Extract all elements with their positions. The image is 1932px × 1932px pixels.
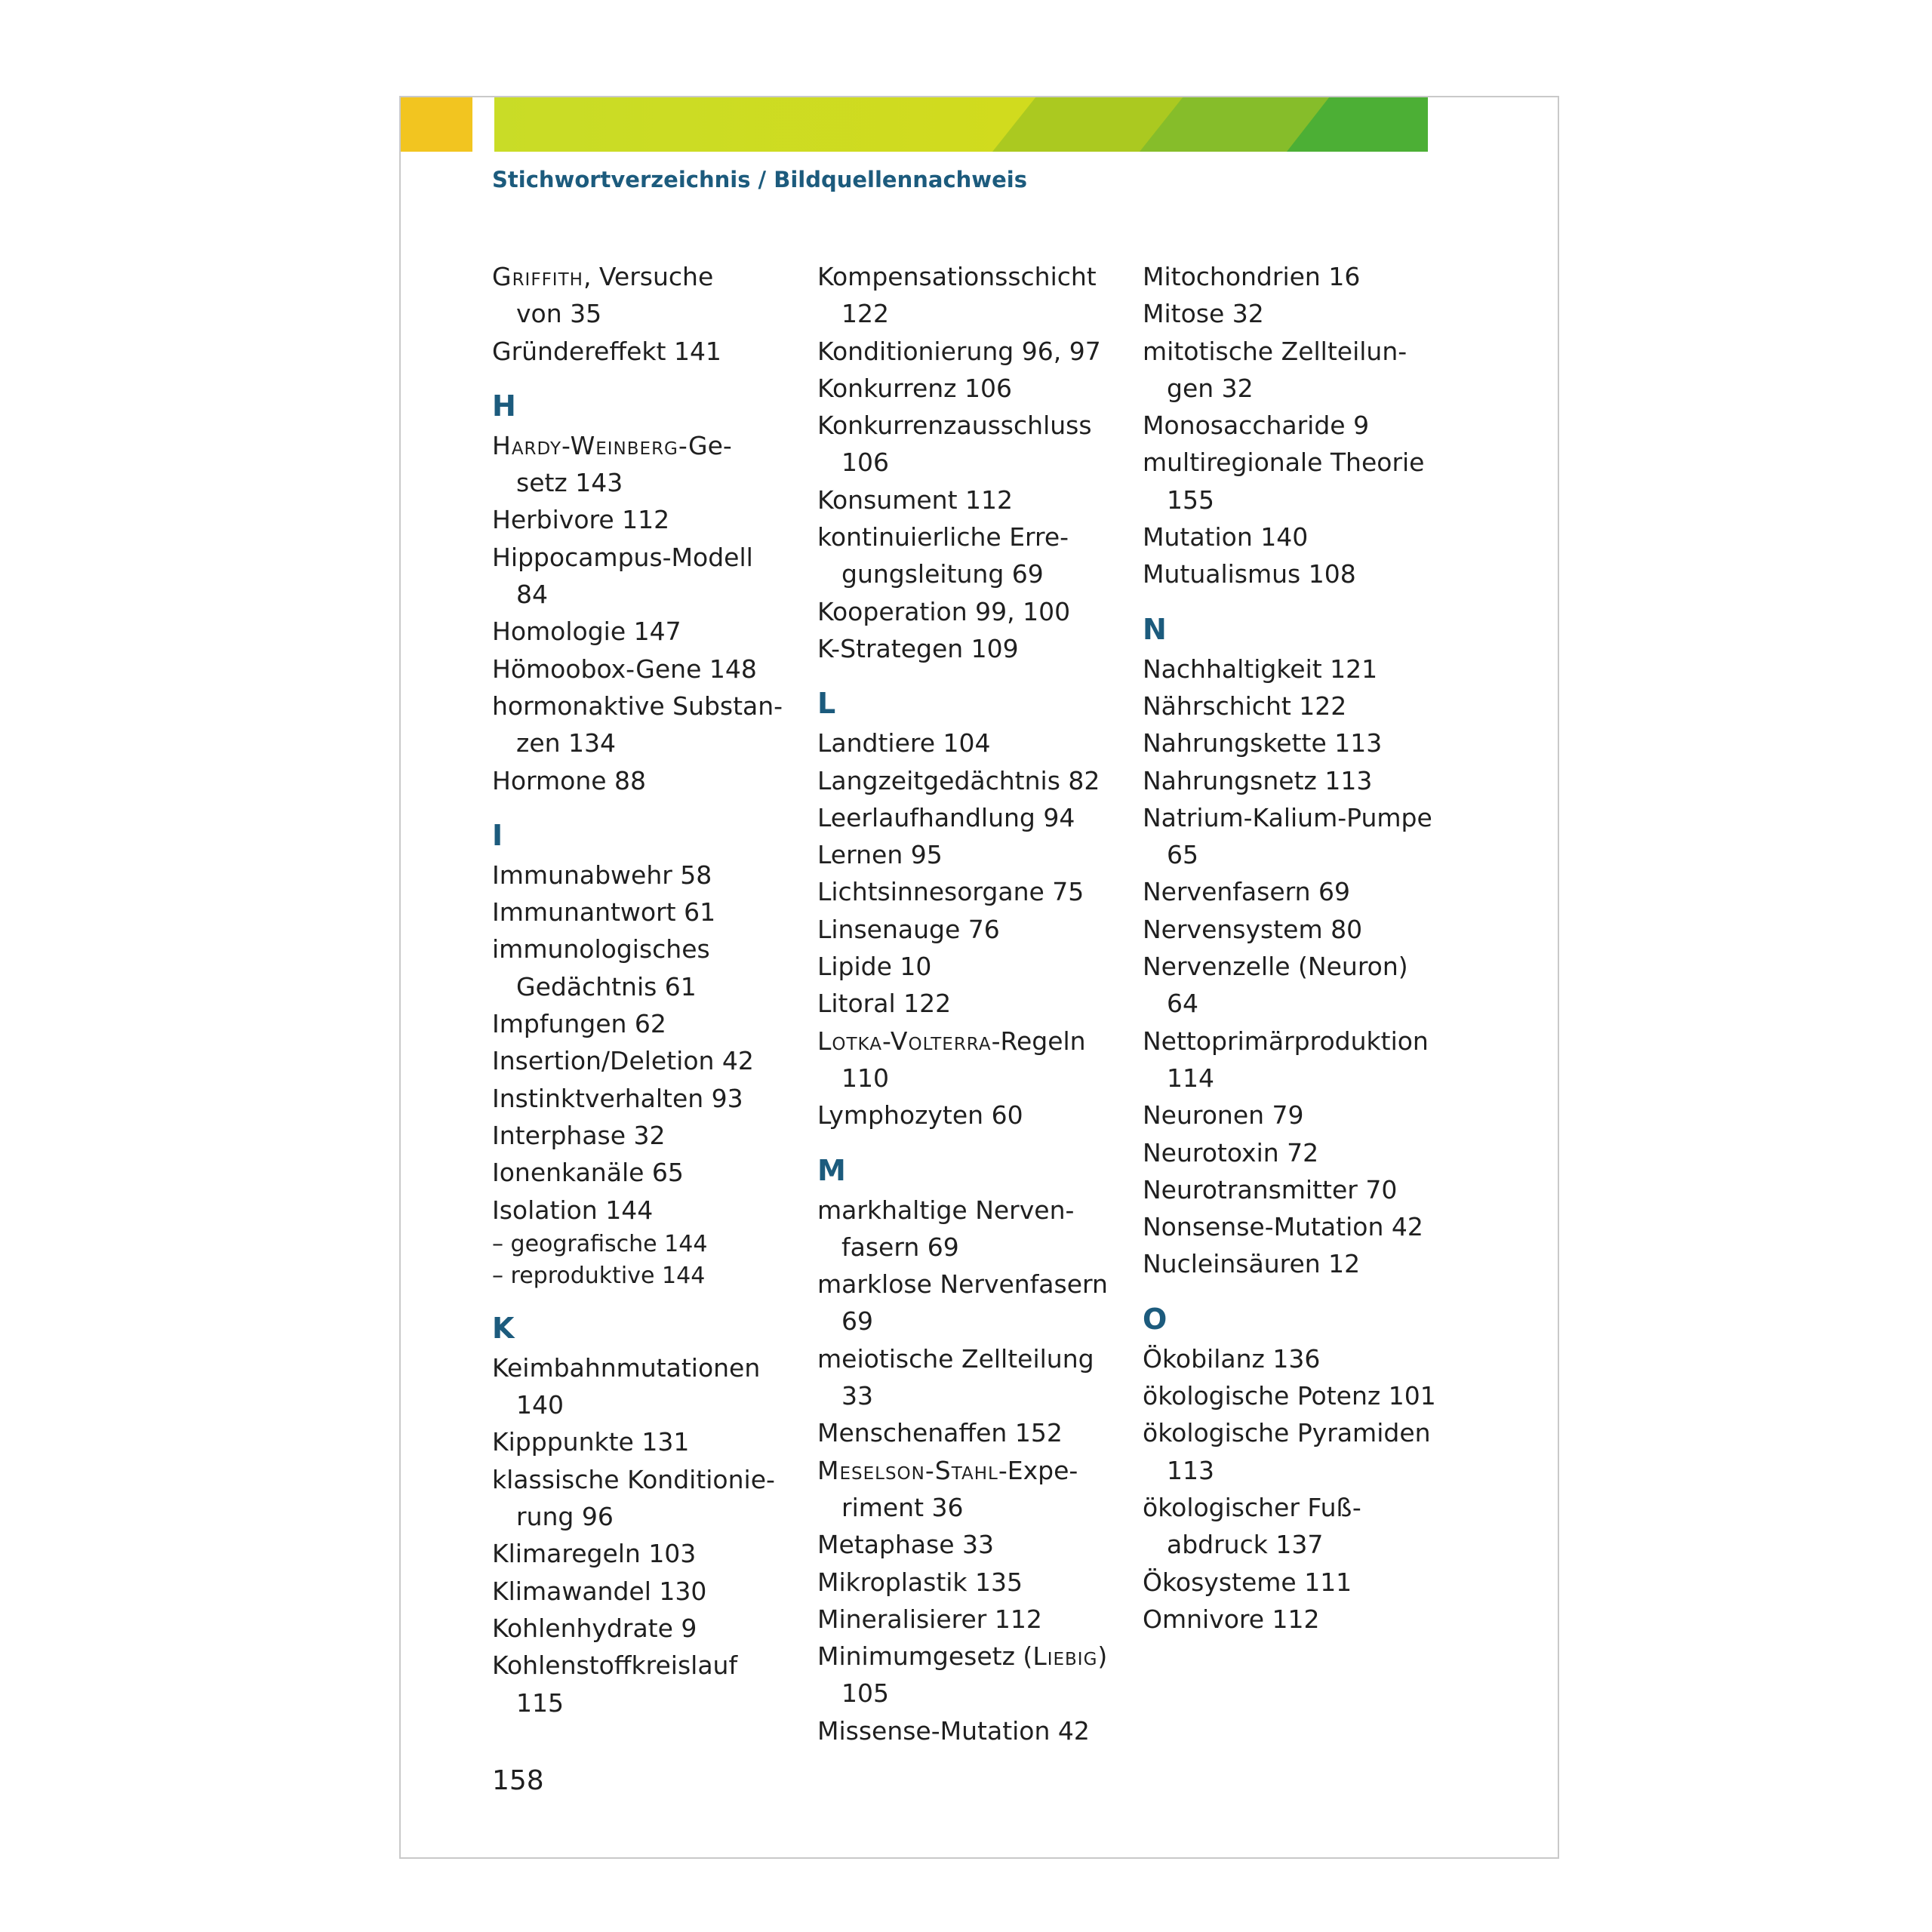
index-entry: [1143, 1489, 1452, 1564]
book-page: [399, 96, 1559, 1859]
index-entry-text: Langzeitgedächtnis 82: [817, 765, 1100, 795]
index-entry-continuation: von 35: [516, 299, 602, 329]
index-entry-line: [492, 1042, 801, 1079]
index-entry: [492, 1461, 801, 1536]
index-entry: [1143, 948, 1452, 1023]
index-entry-continuation: 110: [841, 1063, 889, 1093]
index-entry: [1143, 555, 1452, 592]
index-group: [1143, 610, 1452, 1283]
index-entry-text: Konkurrenzausschluss: [817, 411, 1092, 441]
index-entry-line: [1143, 688, 1452, 724]
index-entry-text: Landtiere 104: [817, 728, 991, 758]
index-entry-text: Kompensationsschicht: [817, 262, 1097, 291]
index-entry-text: Nervenfasern 69: [1143, 877, 1351, 907]
index-entry-text: Insertion/Deletion 42: [492, 1046, 754, 1076]
index-entry-line: [817, 593, 1127, 630]
index-entry: [817, 1638, 1127, 1712]
index-entry: [817, 370, 1127, 407]
index-group: [1143, 1300, 1452, 1638]
index-entry: [492, 1535, 801, 1572]
index-entry: [492, 1005, 801, 1042]
index-entry-line: [1143, 1245, 1452, 1282]
index-entry-line: [1143, 444, 1452, 481]
index-entry-line: [1143, 799, 1452, 836]
index-entry-text: Kipppunkte 131: [492, 1427, 690, 1457]
index-entry: [817, 985, 1127, 1022]
index-entry-line: [492, 1080, 801, 1117]
index-entry-text: hormonaktive Substan-: [492, 691, 783, 721]
header-color-bar: [401, 97, 1561, 152]
index-entry-continuation: 33: [841, 1381, 873, 1411]
index-entry-continuation: 106: [841, 448, 889, 478]
index-entry-line: [492, 258, 801, 295]
index-entry: [817, 1414, 1127, 1451]
index-entry: [817, 1712, 1127, 1749]
index-entry-text: Klimawandel 130: [492, 1576, 707, 1606]
index-entry: [1143, 1171, 1452, 1208]
index-entry-text: , Versuche: [583, 262, 714, 291]
index-entry-line: [1143, 762, 1452, 799]
index-column: [817, 258, 1127, 1749]
index-entry: [492, 762, 801, 799]
index-entry-text: markhaltige Nerven-: [817, 1195, 1075, 1225]
page-number: 158: [492, 1765, 544, 1796]
index-entry-text: Linsenauge 76: [817, 914, 1000, 944]
index-entry-line: [492, 427, 801, 464]
index-entry-text: Ökobilanz 136: [1143, 1343, 1321, 1374]
index-entry-line: [1143, 555, 1452, 592]
index-entry-continuation: 115: [516, 1687, 564, 1718]
index-entry-line: [492, 1647, 801, 1684]
index-entry-text: Neurotoxin 72: [1143, 1137, 1319, 1168]
index-group: [817, 684, 1127, 1134]
index-entry-line: [1143, 724, 1452, 761]
index-letter-heading: M: [817, 1153, 846, 1187]
section-title: Stichwortverzeichnis / Bildquellennachweis: [492, 167, 1027, 192]
index-entry: [817, 836, 1127, 873]
index-entry-continuation: gen 32: [1167, 373, 1254, 403]
index-entry-line: [1143, 333, 1452, 370]
index-entry-line: [817, 1192, 1127, 1229]
index-group: [492, 386, 801, 799]
index-letter-heading: H: [492, 389, 516, 423]
index-entry-continuation: 65: [1167, 840, 1198, 870]
index-entry-line: [817, 1638, 1127, 1675]
index-entry-text: Keimbahnmutationen: [492, 1352, 761, 1383]
index-entry-line: [1143, 1171, 1452, 1208]
index-entry-line: [1143, 1097, 1452, 1134]
index-entry-text: Ionenkanäle 65: [492, 1158, 684, 1188]
index-entry-text: Nettoprimärproduktion: [1143, 1026, 1429, 1056]
index-entry: [492, 1647, 801, 1721]
index-entry-text: ökologische Pyramiden: [1143, 1418, 1431, 1448]
index-entry-text: Mutualismus 108: [1143, 559, 1356, 589]
index-entry: [492, 1423, 801, 1460]
index-entry-text: Missense-Mutation 42: [817, 1715, 1090, 1746]
index-entry-text: Lymphozyten 60: [817, 1100, 1023, 1131]
index-entry-line: [1143, 1208, 1452, 1245]
index-entry-text: Homologie 147: [492, 617, 681, 647]
index-entry-line: [817, 1712, 1127, 1749]
index-entry: [1143, 333, 1452, 408]
index-entry: [492, 931, 801, 1005]
index-entry-line: [1143, 1564, 1452, 1601]
index-entry-line: [817, 724, 1127, 761]
index-entry: [1143, 407, 1452, 444]
index-entry-text: Hippocampus-Modell: [492, 542, 753, 572]
index-entry-line: [1143, 258, 1452, 295]
index-entry-text: Konditionierung 96, 97: [817, 336, 1101, 366]
index-column: [1143, 258, 1452, 1638]
index-entry: [1143, 651, 1452, 688]
index-entry-line: [1143, 873, 1452, 910]
index-entry-line: [817, 1266, 1127, 1303]
index-entry: [817, 1266, 1127, 1340]
index-entry: [492, 427, 801, 502]
index-entry-line: [817, 985, 1127, 1022]
index-entry: [1143, 1134, 1452, 1171]
index-entry-text: Isolation 144: [492, 1195, 654, 1225]
index-entry-text: Mikroplastik 135: [817, 1567, 1023, 1597]
index-entry-text: Lichtsinnesorgane 75: [817, 877, 1084, 907]
index-entry-line: [1143, 1414, 1452, 1451]
index-entry-line: [492, 1117, 801, 1154]
index-entry-continuation: 113: [1167, 1455, 1214, 1485]
index-entry: [1143, 1340, 1452, 1377]
index-subentry: – reproduktive 144: [492, 1262, 706, 1289]
index-entry: [817, 407, 1127, 481]
index-entry-continuation: 105: [841, 1678, 889, 1709]
index-entry-line: [492, 1461, 801, 1498]
index-entry-name-smallcaps: Meselson-Stahl: [817, 1455, 998, 1485]
index-entry-line: [817, 836, 1127, 873]
index-entry: [492, 894, 801, 931]
index-entry-line: [492, 1005, 801, 1042]
index-letter-heading: I: [492, 818, 503, 852]
index-entry-line: [492, 1192, 801, 1229]
index-entry: [1143, 1564, 1452, 1601]
index-entry-line: [817, 1452, 1127, 1489]
index-entry: [1143, 1245, 1452, 1282]
index-entry-text: Kooperation 99, 100: [817, 596, 1071, 626]
index-entry-text: ökologischer Fuß-: [1143, 1492, 1361, 1522]
index-entry-name-smallcaps: Griffith: [492, 262, 583, 291]
index-entry-text: Gründereffekt 141: [492, 336, 721, 366]
index-entry: [1143, 1601, 1452, 1638]
index-entry-text: Mutation 140: [1143, 522, 1309, 552]
index-letter-heading: K: [492, 1311, 515, 1345]
index-entry-text: Lipide 10: [817, 952, 932, 982]
index-entry-text: immunologisches: [492, 934, 710, 964]
index-entry-line: [492, 894, 801, 931]
index-entry-line: [817, 258, 1127, 295]
index-entry: [817, 1340, 1127, 1415]
index-entry-line: [1143, 407, 1452, 444]
index-entry-line: [817, 1414, 1127, 1451]
index-entry-line: [492, 1610, 801, 1647]
index-entry: [817, 724, 1127, 761]
index-entry: [1143, 762, 1452, 799]
index-entry-continuation: rung 96: [516, 1502, 614, 1532]
index-entry-text: Menschenaffen 152: [817, 1418, 1063, 1448]
index-entry-text: mitotische Zellteilun-: [1143, 336, 1407, 366]
index-entry-line: [492, 931, 801, 968]
index-entry-line: [817, 407, 1127, 444]
index-entry-line: [1143, 1601, 1452, 1638]
index-entry: [817, 873, 1127, 910]
index-group: [492, 1309, 801, 1721]
index-entry-continuation: Gedächtnis 61: [516, 971, 697, 1001]
index-entry-line: [1143, 295, 1452, 332]
index-entry-line: [817, 1340, 1127, 1377]
index-entry-continuation: fasern 69: [841, 1232, 959, 1262]
index-entry-line: [1143, 1134, 1452, 1171]
index-entry-continuation: 140: [516, 1390, 564, 1420]
index-entry: [1143, 258, 1452, 295]
index-entry-line: [817, 370, 1127, 407]
index-entry: [1143, 688, 1452, 724]
index-entry: [492, 539, 801, 614]
index-entry: [492, 1042, 801, 1079]
index-entry-text: Kohlenhydrate 9: [492, 1613, 697, 1643]
index-entry: [817, 1564, 1127, 1601]
index-entry-line: [1143, 518, 1452, 555]
header-bar-yellow-block: [401, 97, 472, 152]
index-entry-continuation: 155: [1167, 485, 1214, 515]
index-entry-text: Lernen 95: [817, 840, 943, 870]
index-group: [492, 258, 801, 370]
index-entry-text: Interphase 32: [492, 1120, 666, 1150]
index-entry-line: [492, 613, 801, 650]
index-entry-continuation: 84: [516, 580, 548, 610]
index-entry-line: [817, 1526, 1127, 1563]
index-entry: [817, 630, 1127, 667]
index-entry-text: Litoral 122: [817, 989, 952, 1019]
index-entry-line: [492, 1535, 801, 1572]
index-entry: [492, 1349, 801, 1424]
index-entry-text: Mitose 32: [1143, 299, 1264, 329]
index-entry-text: Nahrungskette 113: [1143, 728, 1383, 758]
index-entry: [817, 481, 1127, 518]
index-entry: [1143, 799, 1452, 874]
index-entry: [817, 1023, 1127, 1097]
index-group: [492, 816, 801, 1292]
index-entry-continuation: 122: [841, 299, 889, 329]
index-entry-name-smallcaps: Hardy-Weinberg: [492, 430, 678, 460]
index-group: [817, 1151, 1127, 1749]
index-entry: [492, 857, 801, 894]
index-entry-text: Nucleinsäuren 12: [1143, 1249, 1361, 1279]
index-entry: [817, 258, 1127, 333]
index-entry: [1143, 1097, 1452, 1134]
index-entry-line: [817, 948, 1127, 985]
index-entry-text: Konkurrenz 106: [817, 373, 1012, 403]
index-entry: [492, 1117, 801, 1154]
index-entry-text: kontinuierliche Erre-: [817, 522, 1069, 552]
index-entry-text: ): [1097, 1641, 1108, 1672]
index-entry: [817, 911, 1127, 948]
index-entry-text: klassische Konditionie-: [492, 1464, 775, 1494]
index-entry: [817, 518, 1127, 593]
index-entry-line: [1143, 948, 1452, 985]
index-entry-line: [817, 481, 1127, 518]
index-entry-continuation: zen 134: [516, 728, 617, 758]
index-group: [1143, 258, 1452, 593]
index-entry-text: multiregionale Theorie: [1143, 448, 1425, 478]
index-entry-text: -Regeln: [991, 1026, 1086, 1056]
index-entry-continuation: 64: [1167, 989, 1198, 1019]
index-entry-continuation: setz 143: [516, 468, 623, 498]
index-entry-continuation: 114: [1167, 1063, 1214, 1093]
index-entry-text: Natrium-Kalium-Pumpe: [1143, 802, 1432, 832]
index-entry: [1143, 1414, 1452, 1489]
index-entry-text: Instinktverhalten 93: [492, 1083, 743, 1113]
index-entry-line: [817, 333, 1127, 370]
index-entry-continuation: riment 36: [841, 1492, 964, 1522]
index-entry-line: [817, 1564, 1127, 1601]
index-entry: [492, 1573, 801, 1610]
index-entry: [1143, 295, 1452, 332]
index-entry: [1143, 873, 1452, 910]
index-letter-heading: N: [1143, 612, 1167, 646]
index-entry-line: [817, 873, 1127, 910]
index-entry-continuation: abdruck 137: [1167, 1530, 1324, 1560]
index-entry: [817, 333, 1127, 370]
index-entry-text: Minimumgesetz (: [817, 1641, 1033, 1672]
index-entry-line: [492, 501, 801, 538]
index-entry-continuation: 69: [841, 1306, 873, 1337]
index-entry-text: Nonsense-Mutation 42: [1143, 1212, 1423, 1242]
index-entry-text: Monosaccharide 9: [1143, 411, 1370, 441]
index-entry-text: K-Strategen 109: [817, 633, 1019, 663]
index-entry-line: [817, 518, 1127, 555]
index-entry: [492, 1154, 801, 1191]
index-entry-continuation: gungsleitung 69: [841, 559, 1044, 589]
index-entry-text: Nervenzelle (Neuron): [1143, 952, 1408, 982]
index-entry-text: Omnivore 112: [1143, 1604, 1320, 1634]
index-entry-line: [817, 630, 1127, 667]
index-entry: [492, 501, 801, 538]
index-entry-name-smallcaps: Liebig: [1032, 1641, 1098, 1672]
index-entry: [817, 1452, 1127, 1527]
index-entry-line: [1143, 651, 1452, 688]
index-entry-text: Konsument 112: [817, 485, 1013, 515]
index-entry: [817, 593, 1127, 630]
index-entry-text: Impfungen 62: [492, 1009, 666, 1039]
index-entry: [492, 258, 801, 333]
index-entry: [817, 799, 1127, 836]
index-entry-line: [492, 333, 801, 370]
index-entry: [492, 688, 801, 762]
index-entry-text: Nahrungsnetz 113: [1143, 765, 1373, 795]
index-entry: [1143, 1377, 1452, 1414]
index-entry-line: [817, 799, 1127, 836]
index-entry: [817, 1601, 1127, 1638]
index-entry-text: Herbivore 112: [492, 505, 670, 535]
index-entry: [492, 1610, 801, 1647]
index-entry: [492, 651, 801, 688]
index-entry-text: Klimaregeln 103: [492, 1539, 697, 1569]
index-entry-text: meiotische Zellteilung: [817, 1343, 1094, 1374]
index-entry-name-smallcaps: Lotka-Volterra: [817, 1026, 992, 1056]
index-entry-line: [492, 1573, 801, 1610]
index-entry-text: Kohlenstoffkreislauf: [492, 1651, 738, 1681]
index-entry-line: [492, 857, 801, 894]
index-entry-text: Mineralisierer 112: [817, 1604, 1042, 1634]
index-entry: [1143, 518, 1452, 555]
index-letter-heading: L: [817, 687, 836, 721]
index-subentry: – geografische 144: [492, 1230, 708, 1257]
index-entry: [1143, 444, 1452, 518]
index-entry-text: marklose Nervenfasern: [817, 1269, 1108, 1300]
index-entry-line: [1143, 1489, 1452, 1526]
index-entry: [817, 762, 1127, 799]
index-entry-line: [492, 688, 801, 724]
index-column: [492, 258, 801, 1721]
index-entry: [817, 948, 1127, 985]
index-entry-line: [1143, 1023, 1452, 1060]
index-entry-text: Mitochondrien 16: [1143, 262, 1361, 291]
index-entry: [817, 1192, 1127, 1266]
index-entry-line: [817, 762, 1127, 799]
index-entry: [1143, 1023, 1452, 1097]
index-entry-text: Neuronen 79: [1143, 1100, 1304, 1131]
index-entry: [492, 613, 801, 650]
index-entry-text: Nachhaltigkeit 121: [1143, 654, 1378, 684]
index-letter-heading: O: [1143, 1302, 1168, 1336]
index-entry: [492, 333, 801, 370]
index-entry: [1143, 911, 1452, 948]
index-entry-text: ökologische Potenz 101: [1143, 1381, 1436, 1411]
index-entry: [1143, 724, 1452, 761]
index-entry-text: Ökosysteme 111: [1143, 1567, 1352, 1597]
index-entry: [492, 1192, 801, 1229]
index-entry-line: [817, 911, 1127, 948]
index-entry-line: [492, 539, 801, 576]
index-entry-line: [492, 651, 801, 688]
index-entry: [817, 1526, 1127, 1563]
index-entry-text: Nährschicht 122: [1143, 691, 1347, 721]
index-entry-line: [817, 1023, 1127, 1060]
index-entry-text: Immunantwort 61: [492, 897, 716, 928]
header-bar-green-gradient: [494, 97, 1428, 152]
index-group: [817, 258, 1127, 667]
index-entry: [492, 1080, 801, 1117]
index-entry-line: [817, 1097, 1127, 1134]
index-entry-text: Leerlaufhandlung 94: [817, 802, 1075, 832]
index-entry-text: Neurotransmitter 70: [1143, 1174, 1398, 1204]
index-entry-text: Nervensystem 80: [1143, 914, 1363, 944]
index-entry-text: -Expe-: [998, 1455, 1078, 1485]
index-entry: [1143, 1208, 1452, 1245]
index-entry-line: [1143, 1340, 1452, 1377]
index-entry-text: -Ge-: [678, 430, 732, 460]
index-entry-line: [817, 1601, 1127, 1638]
index-entry-line: [492, 1154, 801, 1191]
index-entry-text: Immunabwehr 58: [492, 860, 712, 890]
index-entry-line: [1143, 1377, 1452, 1414]
index-entry-text: Hömoobox-Gene 148: [492, 654, 757, 684]
index-entry-line: [492, 762, 801, 799]
index-entry-line: [492, 1423, 801, 1460]
index-entry-text: Hormone 88: [492, 765, 647, 795]
index-entry-text: Metaphase 33: [817, 1530, 994, 1560]
index-entry: [817, 1097, 1127, 1134]
index-entry-line: [1143, 911, 1452, 948]
index-entry-line: [492, 1349, 801, 1386]
